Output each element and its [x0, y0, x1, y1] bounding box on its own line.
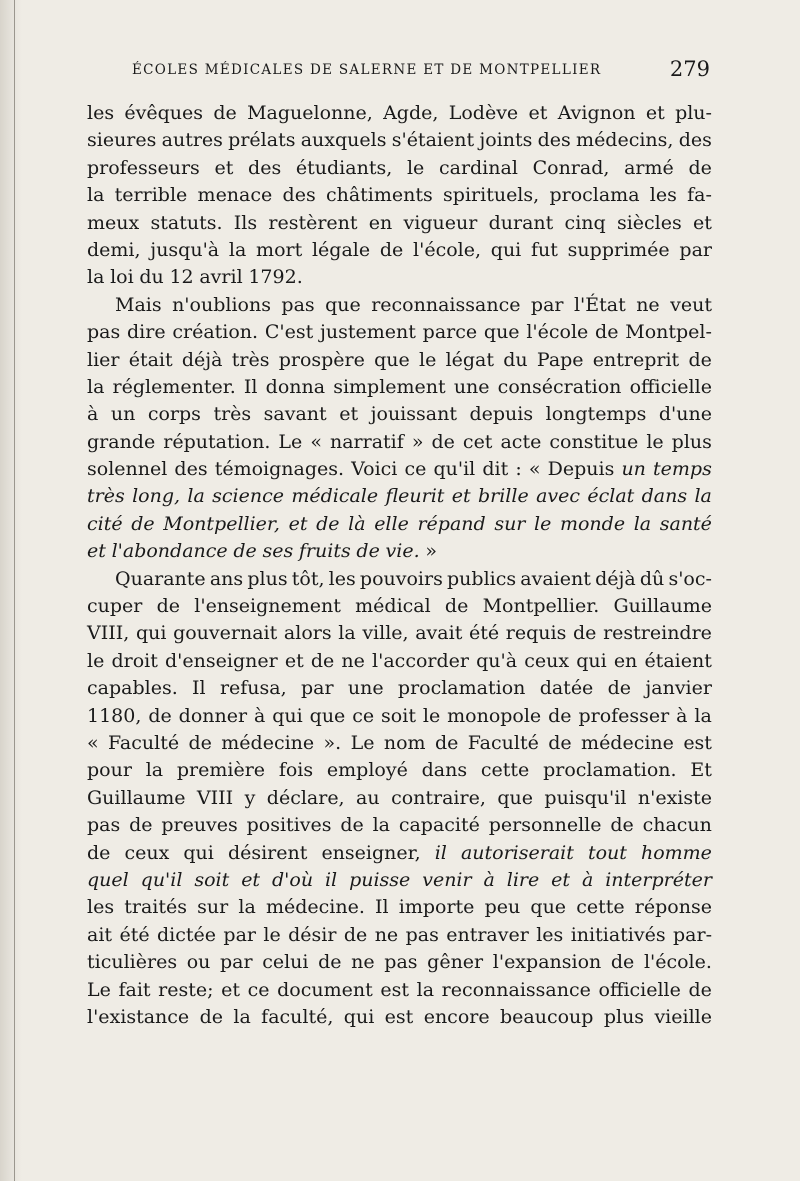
body-text [87, 100, 712, 1031]
text-line: cité de Montpellier, et de là elle répand sur le monde la santé [87, 512, 712, 535]
text-line: ticulières ou par celui de ne pas gêner l'expansion de l'école. [87, 951, 712, 974]
text-line: pas de preuves positives de la capacité personnelle de chacun [87, 814, 712, 837]
text-line: grande réputation. Le « narratif » de cet acte constitue le plus [87, 430, 712, 453]
text-line: VIII, qui gouvernait alors la ville, avait été requis de restreindre [87, 622, 712, 645]
text-line: la terrible menace des châtiments spirituels, proclama les fa- [87, 184, 712, 207]
text-line: cuper de l'enseignement médical de Montpellier. Guillaume [87, 595, 712, 618]
text-line: capables. Il refusa, par une proclamation datée de janvier [87, 677, 712, 700]
text-line: ait été dictée par le désir de ne pas entraver les initiativés par- [87, 923, 712, 946]
text-line: Le fait reste; et ce document est la reconnaissance officielle de [87, 978, 712, 1001]
text-line: Mais n'oublions pas que reconnaissance par l'État ne veut [115, 293, 712, 316]
text-line: demi, jusqu'à la mort légale de l'école, qui fut supprimée par [87, 238, 712, 261]
text-line: 1180, de donner à qui que ce soit le monopole de professer à la [87, 704, 712, 727]
text-line: très long, la science médicale fleurit et brille avec éclat dans la [87, 485, 712, 508]
text-line: sieures autres prélats auxquels s'étaient joints des médecins, des [87, 129, 712, 152]
text-line: pas dire création. C'est justement parce que l'école de Montpel- [87, 321, 712, 344]
page-header [132, 57, 714, 86]
text-line: Guillaume VIII y déclare, au contraire, que puisqu'il n'existe [87, 786, 712, 809]
text-line: l'existance de la faculté, qui est encore beaucoup plus vieille [87, 1005, 712, 1028]
text-line: meux statuts. Ils restèrent en vigueur durant cinq siècles et [87, 211, 712, 234]
text-line: de ceux qui désirent enseigner, il autoriserait tout homme [87, 841, 712, 864]
text-line: pour la première fois employé dans cette proclamation. Et [87, 759, 712, 782]
text-line: professeurs et des étudiants, le cardinal Conrad, armé de [87, 156, 712, 179]
text-line: la loi du 12 avril 1792. [87, 266, 303, 289]
text-line: le droit d'enseigner et de ne l'accorder qu'à ceux qui en étaient [87, 649, 712, 672]
text-line: et l'abondance de ses fruits de vie. » [87, 540, 437, 563]
page-number: 279 [669, 57, 710, 81]
running-head: ÉCOLES MÉDICALES DE SALERNE ET DE MONTPELLIER [132, 62, 602, 78]
text-line: les traités sur la médecine. Il importe peu que cette réponse [87, 896, 712, 919]
text-line: les évêques de Maguelonne, Agde, Lodève et Avignon et plu- [87, 102, 712, 124]
text-line: quel qu'il soit et d'où il puisse venir à lire et à interpréter [87, 868, 712, 891]
text-line: Quarante ans plus tôt, les pouvoirs publics avaient déjà dû s'oc- [115, 567, 712, 590]
text-line: lier était déjà très prospère que le légat du Pape entreprit de [87, 348, 712, 371]
page-binding-edge [0, 0, 22, 1181]
text-line: la réglementer. Il donna simplement une consécration officielle [87, 375, 712, 398]
text-line: solennel des témoignages. Voici ce qu'il dit : « Depuis un temps [87, 458, 712, 481]
page-binding-line [14, 0, 15, 1181]
text-line: « Faculté de médecine ». Le nom de Faculté de médecine est [87, 731, 712, 754]
text-line: à un corps très savant et jouissant depuis longtemps d'une [87, 403, 712, 426]
